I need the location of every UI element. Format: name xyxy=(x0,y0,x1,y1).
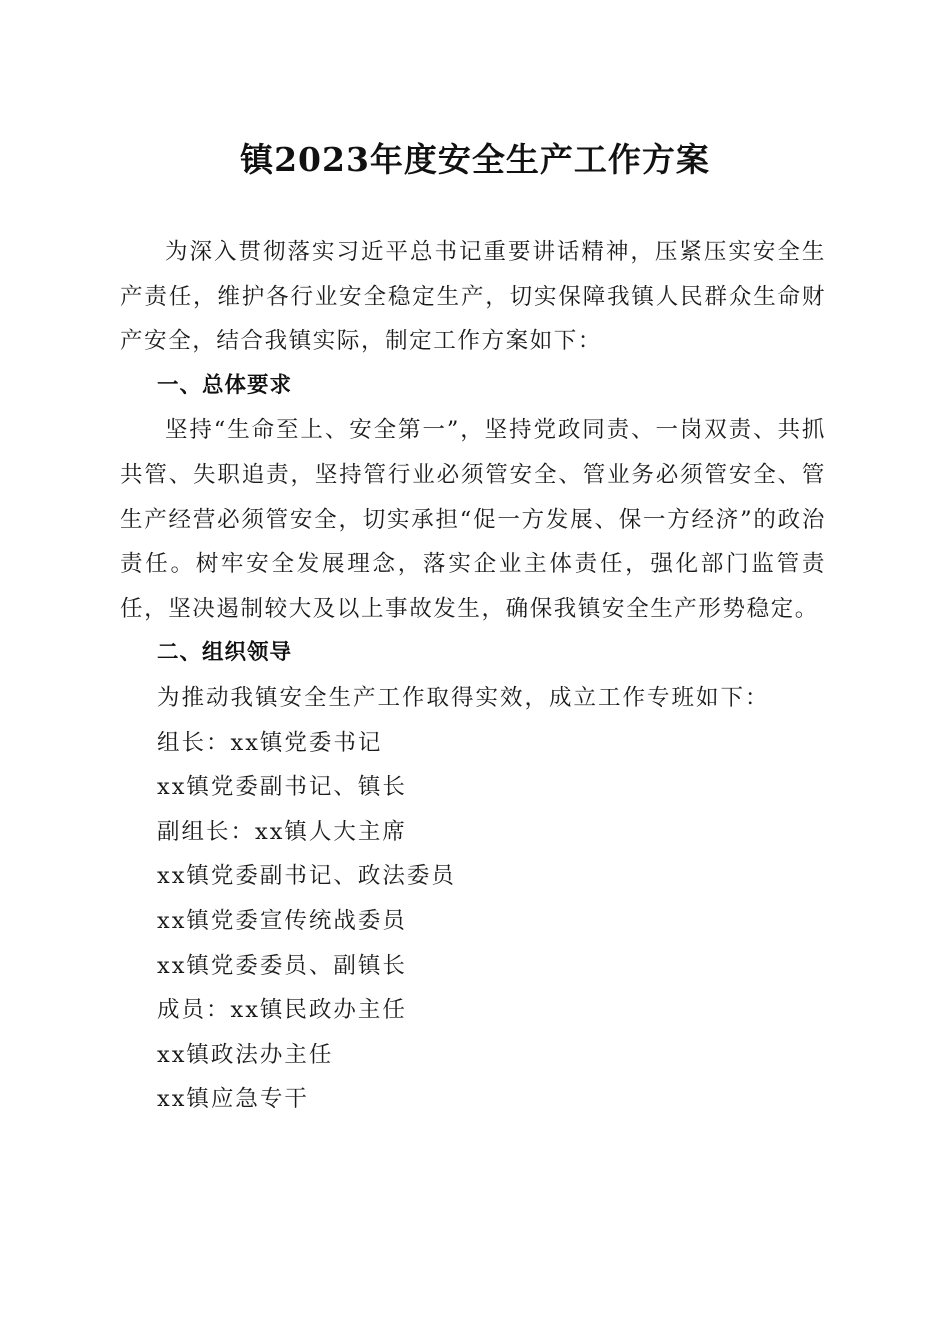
member-line: xx镇党委副书记、镇长 xyxy=(157,774,407,801)
member-line: 组长：xx镇党委书记 xyxy=(157,729,383,756)
intro-paragraph: 为深入贯彻落实习近平总书记重要讲话精神，压紧压实安全生产责任，维护各行业安全稳定生产，切实保障我镇人民群众生命财产安全，结合我镇实际，制定工作方案如下： xyxy=(120,239,826,355)
document-body xyxy=(120,230,826,1122)
member-line: xx镇党委副书记、政法委员 xyxy=(157,863,456,890)
document-title: 镇2023年度安全生产工作方案 xyxy=(240,140,710,179)
organization-intro-line: 为推动我镇安全生产工作取得实效，成立工作专班如下： xyxy=(157,684,770,711)
member-line: xx镇应急专干 xyxy=(157,1086,309,1113)
member-line: xx镇党委委员、副镇长 xyxy=(157,952,407,979)
section-heading-general-requirements: 一、总体要求 xyxy=(157,372,293,398)
member-line: 成员：xx镇民政办主任 xyxy=(157,997,407,1024)
section-heading-organization-leadership: 二、组织领导 xyxy=(157,640,293,666)
member-line: xx镇党委宣传统战委员 xyxy=(157,907,407,934)
general-requirements-paragraph: 坚持“生命至上、安全第一”，坚持党政同责、一岗双责、共抓共管、失职追责，坚持管行业必须管安全、管业务必须管安全、管生产经营必须管安全，切实承担“促一方发展、保一方经济”的政治责任。树牢安全发展理念，落实企业主体责任，强化部门监管责任，坚决遏制较大及以上事故发生，确保我镇安全生产形势稳定。 xyxy=(120,417,826,622)
member-line: 副组长：xx镇人大主席 xyxy=(157,818,407,845)
member-line: xx镇政法办主任 xyxy=(157,1041,334,1068)
